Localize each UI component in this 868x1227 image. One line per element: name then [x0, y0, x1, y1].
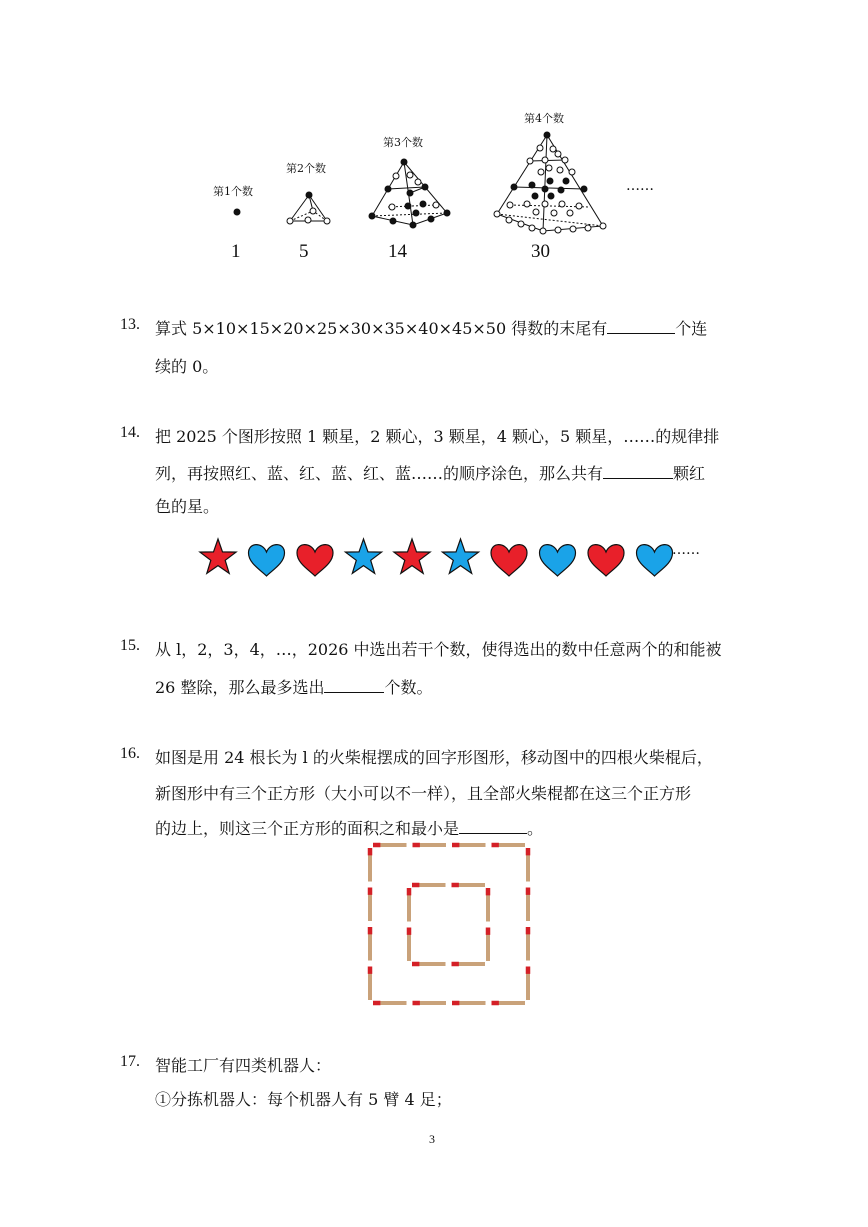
question-text-line: 新图形中有三个正方形（大小可以不一样），且全部火柴棍都在这三个正方形: [155, 784, 692, 803]
value-1: 1: [231, 241, 241, 262]
question-text-line: 从 l，2，3，4，…，2026 中选出若干个数，使得选出的数中任意两个的和能被: [155, 640, 722, 659]
question-number: 16.: [120, 745, 140, 762]
question-text-line: [155, 316, 707, 339]
question-number: 17.: [120, 1053, 140, 1070]
value-3: 14: [388, 241, 407, 262]
question-text-line: [155, 675, 432, 698]
blue-heart-icon: [540, 545, 576, 576]
question-number: 13.: [120, 316, 140, 333]
text-segment: 颗红: [673, 464, 706, 483]
question-text-line: 把 2025 个图形按照 1 颗星，2 颗心，3 颗星，4 颗心，5 颗星，……的规律排: [155, 427, 720, 446]
question-text-line: ①分拣机器人：每个机器人有 5 臂 4 足；: [155, 1090, 452, 1109]
text-segment: 。: [527, 819, 544, 838]
value-2: 5: [299, 241, 309, 262]
answer-blank[interactable]: [459, 819, 527, 834]
text-segment: 个数。: [384, 678, 433, 697]
text-segment: 的边上，则这三个正方形的面积之和最小是: [155, 819, 460, 838]
red-star-icon: [394, 539, 430, 573]
figure-ellipsis: ……: [626, 178, 654, 194]
pyramid-4: [494, 132, 606, 234]
question-number: 14.: [120, 424, 140, 441]
red-heart-icon: [491, 545, 527, 576]
question-text-line: 如图是用 24 根长为 l 的火柴棍摆成的回字形图形，移动图中的四根火柴棍后，: [155, 748, 713, 767]
blue-heart-icon: [637, 545, 673, 576]
blue-star-icon: [442, 539, 478, 573]
question-number: 15.: [120, 637, 140, 654]
pyramid-3: [369, 159, 450, 228]
blue-star-icon: [345, 539, 381, 573]
blue-heart-icon: [249, 545, 285, 576]
label-4th-number: 第4个数: [524, 112, 564, 125]
question-text-line: 色的星。: [155, 497, 220, 516]
question-text-line: 智能工厂有四类机器人：: [155, 1056, 332, 1075]
question-text-line: [155, 461, 705, 484]
pyramid-2: [287, 192, 330, 224]
shapes-ellipsis: ……: [672, 542, 700, 558]
text-segment: 算式 5×10×15×20×25×30×35×40×45×50 得数的末尾有: [155, 319, 608, 338]
text-segment: 26 整除，那么最多选出: [155, 678, 325, 697]
text-segment: 列，再按照红、蓝、红、蓝、红、蓝……的顺序涂色，那么共有: [155, 464, 604, 483]
pyramid-1-dot: [234, 209, 241, 216]
text-segment: 个连: [675, 319, 708, 338]
red-heart-icon: [297, 545, 333, 576]
answer-blank[interactable]: [607, 319, 675, 334]
question-text-line: 续的 0。: [155, 357, 219, 376]
star-heart-row: [0, 530, 868, 590]
matchstick-figure: [0, 835, 868, 1015]
label-2nd-number: 第2个数: [286, 162, 326, 175]
value-4: 30: [531, 241, 550, 262]
red-heart-icon: [588, 545, 624, 576]
page-number: 3: [429, 1132, 435, 1146]
answer-blank[interactable]: [603, 464, 673, 479]
answer-blank[interactable]: [324, 678, 384, 693]
red-star-icon: [200, 539, 236, 573]
label-1st-number: 第1个数: [213, 185, 253, 198]
pyramid-drawings: [0, 0, 868, 300]
label-3rd-number: 第3个数: [383, 136, 423, 149]
